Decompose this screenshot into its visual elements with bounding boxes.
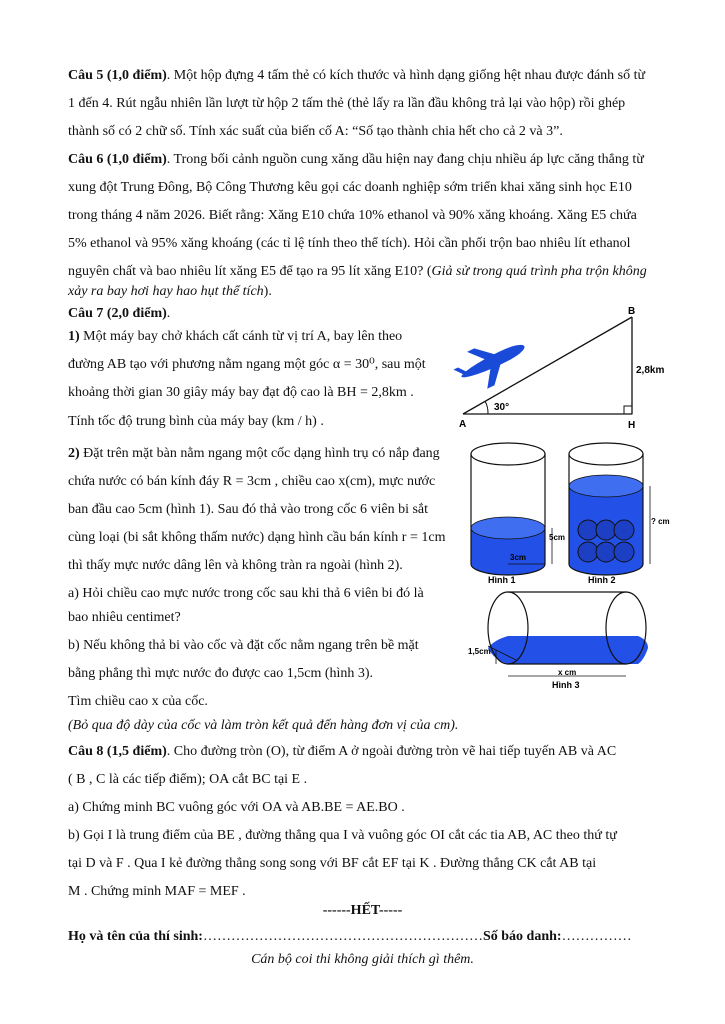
angle-arc	[485, 401, 488, 414]
q6-line-1: Câu 6 (1,0 điểm). Trong bối cảnh nguồn cung xăng dầu hiện nay đang chịu nhiều áp lực căng thẳng từ	[68, 152, 644, 167]
end-marker: ------HẾT-----	[322, 903, 403, 918]
q8-line-6: M . Chứng minh MAF = MEF .	[68, 884, 246, 899]
q7-p2-line-1: 2) Đặt trên mặt bàn nằm ngang một cốc dạng hình trụ có nắp đang	[68, 446, 440, 461]
unknown-height-label: ? cm	[651, 517, 670, 526]
q5-line-2: 1 đến 4. Rút ngẫu nhiên lần lượt từ hộp 2 tấm thẻ (thẻ lấy ra lần đầu không trả lại vào hộp) rồi ghép	[68, 96, 626, 111]
q6-line-4: 5% ethanol và 95% xăng khoáng (các tỉ lệ tính theo thể tích). Hỏi cần phối trộn bao nhiêu lít ethanol	[68, 236, 631, 251]
cup-2	[569, 443, 643, 575]
height-label: 2,8km	[636, 365, 665, 376]
caption-fig-2: Hình 2	[588, 575, 616, 585]
q7-a-line-2: bao nhiêu centimet?	[68, 610, 181, 625]
plane-triangle-figure	[450, 300, 680, 430]
q6-line-2: xung đột Trung Đông, Bộ Công Thương kêu gọi các doanh nghiệp sớm triển khai xăng sinh học E10	[68, 180, 632, 195]
q7-p1-line-4: Tính tốc độ trung bình của máy bay (km / h) .	[68, 414, 324, 429]
caption-fig-3: Hình 3	[552, 680, 580, 690]
q7-b-line-1: b) Nếu không thả bi vào cốc và đặt cốc nằm ngang trên bề mặt	[68, 638, 419, 653]
q8-line-2: ( B , C là các tiếp điểm); OA cắt BC tại E .	[68, 772, 308, 787]
right-angle-mark	[624, 406, 632, 414]
q7-note: (Bỏ qua độ dày của cốc và làm tròn kết quả đến hàng đơn vị của cm).	[68, 718, 459, 733]
q7-p2-line-2: chứa nước có bán kính đáy R = 3cm , chiều cao x(cm), mực nước	[68, 474, 436, 489]
q8-line-4: b) Gọi I là trung điểm của BE , đường thẳng qua I và vuông góc OI cắt các tia AB, AC theo thứ tự	[68, 828, 617, 843]
point-B-label: B	[628, 306, 636, 317]
q7-p1-line-1: 1) Một máy bay chở khách cất cánh từ vị trí A, bay lên theo	[68, 329, 403, 344]
q8-label: Câu 8 (1,5 điểm)	[68, 744, 167, 759]
q8-line-5: tại D và F . Qua I kẻ đường thẳng song song với BF cắt EF tại K . Đường thẳng CK cắt AB tại	[68, 856, 597, 871]
q8-line-1: Câu 8 (1,5 điểm). Cho đường tròn (O), từ điểm A ở ngoài đường tròn vẽ hai tiếp tuyến AB và AC	[68, 744, 617, 759]
q6-line-3: trong tháng 4 năm 2026. Biết rằng: Xăng E10 chứa 10% ethanol và 90% xăng khoáng. Xăng E5 chứa	[68, 208, 637, 223]
radius-label: 3cm	[510, 553, 527, 562]
q5-label: Câu 5 (1,0 điểm)	[68, 68, 167, 83]
q5-line-1: Câu 5 (1,0 điểm). Một hộp đựng 4 tấm thẻ có kích thước và hình dạng giống hệt nhau được đánh số từ	[68, 68, 646, 83]
cup-1	[471, 443, 545, 575]
water-level-label: 1,5cm	[468, 647, 491, 656]
q7-p2-line-3: ban đầu cao 5cm (hình 1). Sau đó thả vào trong cốc 6 viên bi sắt	[68, 502, 429, 517]
q7-b-line-3: Tìm chiều cao x của cốc.	[68, 694, 208, 709]
footer-candidate-line: Họ và tên của thí sinh:……………………………………………………Số báo danh:……………	[68, 929, 632, 944]
airplane-icon	[450, 328, 534, 398]
q5-line-3: thành số có 2 chữ số. Tính xác suất của biến cố A: “Số tạo thành chia hết cho cả 2 và 3”.	[68, 124, 563, 139]
q7-p1-line-3: khoảng thời gian 30 giây máy bay đạt độ cao là BH = 2,8km .	[68, 385, 414, 400]
angle-label: 30°	[494, 402, 510, 413]
q7-b-line-2: bằng phẳng thì mực nước đo được cao 1,5cm (hình 3).	[68, 666, 374, 681]
q6-label: Câu 6 (1,0 điểm)	[68, 152, 167, 167]
q8-line-3: a) Chứng minh BC vuông góc với OA và AB.BE = AE.BO .	[68, 800, 405, 815]
q7-p2-line-5: thì thấy mực nước dâng lên và không tràn ra ngoài (hình 2).	[68, 558, 403, 573]
q6-line-6: xảy ra bay hơi hay hao hụt thể tích).	[68, 284, 272, 299]
caption-fig-1: Hình 1	[488, 575, 516, 585]
water-body	[508, 636, 638, 664]
footer-note: Cán bộ coi thi không giải thích gì thêm.	[251, 952, 474, 967]
cups-figure	[462, 436, 672, 588]
water-height-label: 5cm	[549, 533, 566, 542]
q7-p1-line-2: đường AB tạo với phương nằm ngang một góc α = 30⁰, sau một	[68, 357, 426, 372]
point-A-label: A	[459, 419, 467, 430]
q7-label: Câu 7 (2,0 điểm)	[68, 306, 167, 321]
q7-p2-line-4: cùng loại (bi sắt không thấm nước) dạng hình cầu bán kính r = 1cm	[68, 530, 446, 545]
q7-a-line-1: a) Hỏi chiều cao mực nước trong cốc sau khi thả 6 viên bi đó là	[68, 586, 424, 601]
q7-label-line: Câu 7 (2,0 điểm).	[68, 306, 171, 321]
length-label: x cm	[558, 668, 577, 677]
q6-line-5: nguyên chất và bao nhiêu lít xăng E5 để tạo ra 95 lít xăng E10? (Giả sử trong quá trình pha trộn không	[68, 264, 647, 279]
point-H-label: H	[628, 420, 636, 430]
horizontal-cup-figure	[466, 590, 666, 694]
